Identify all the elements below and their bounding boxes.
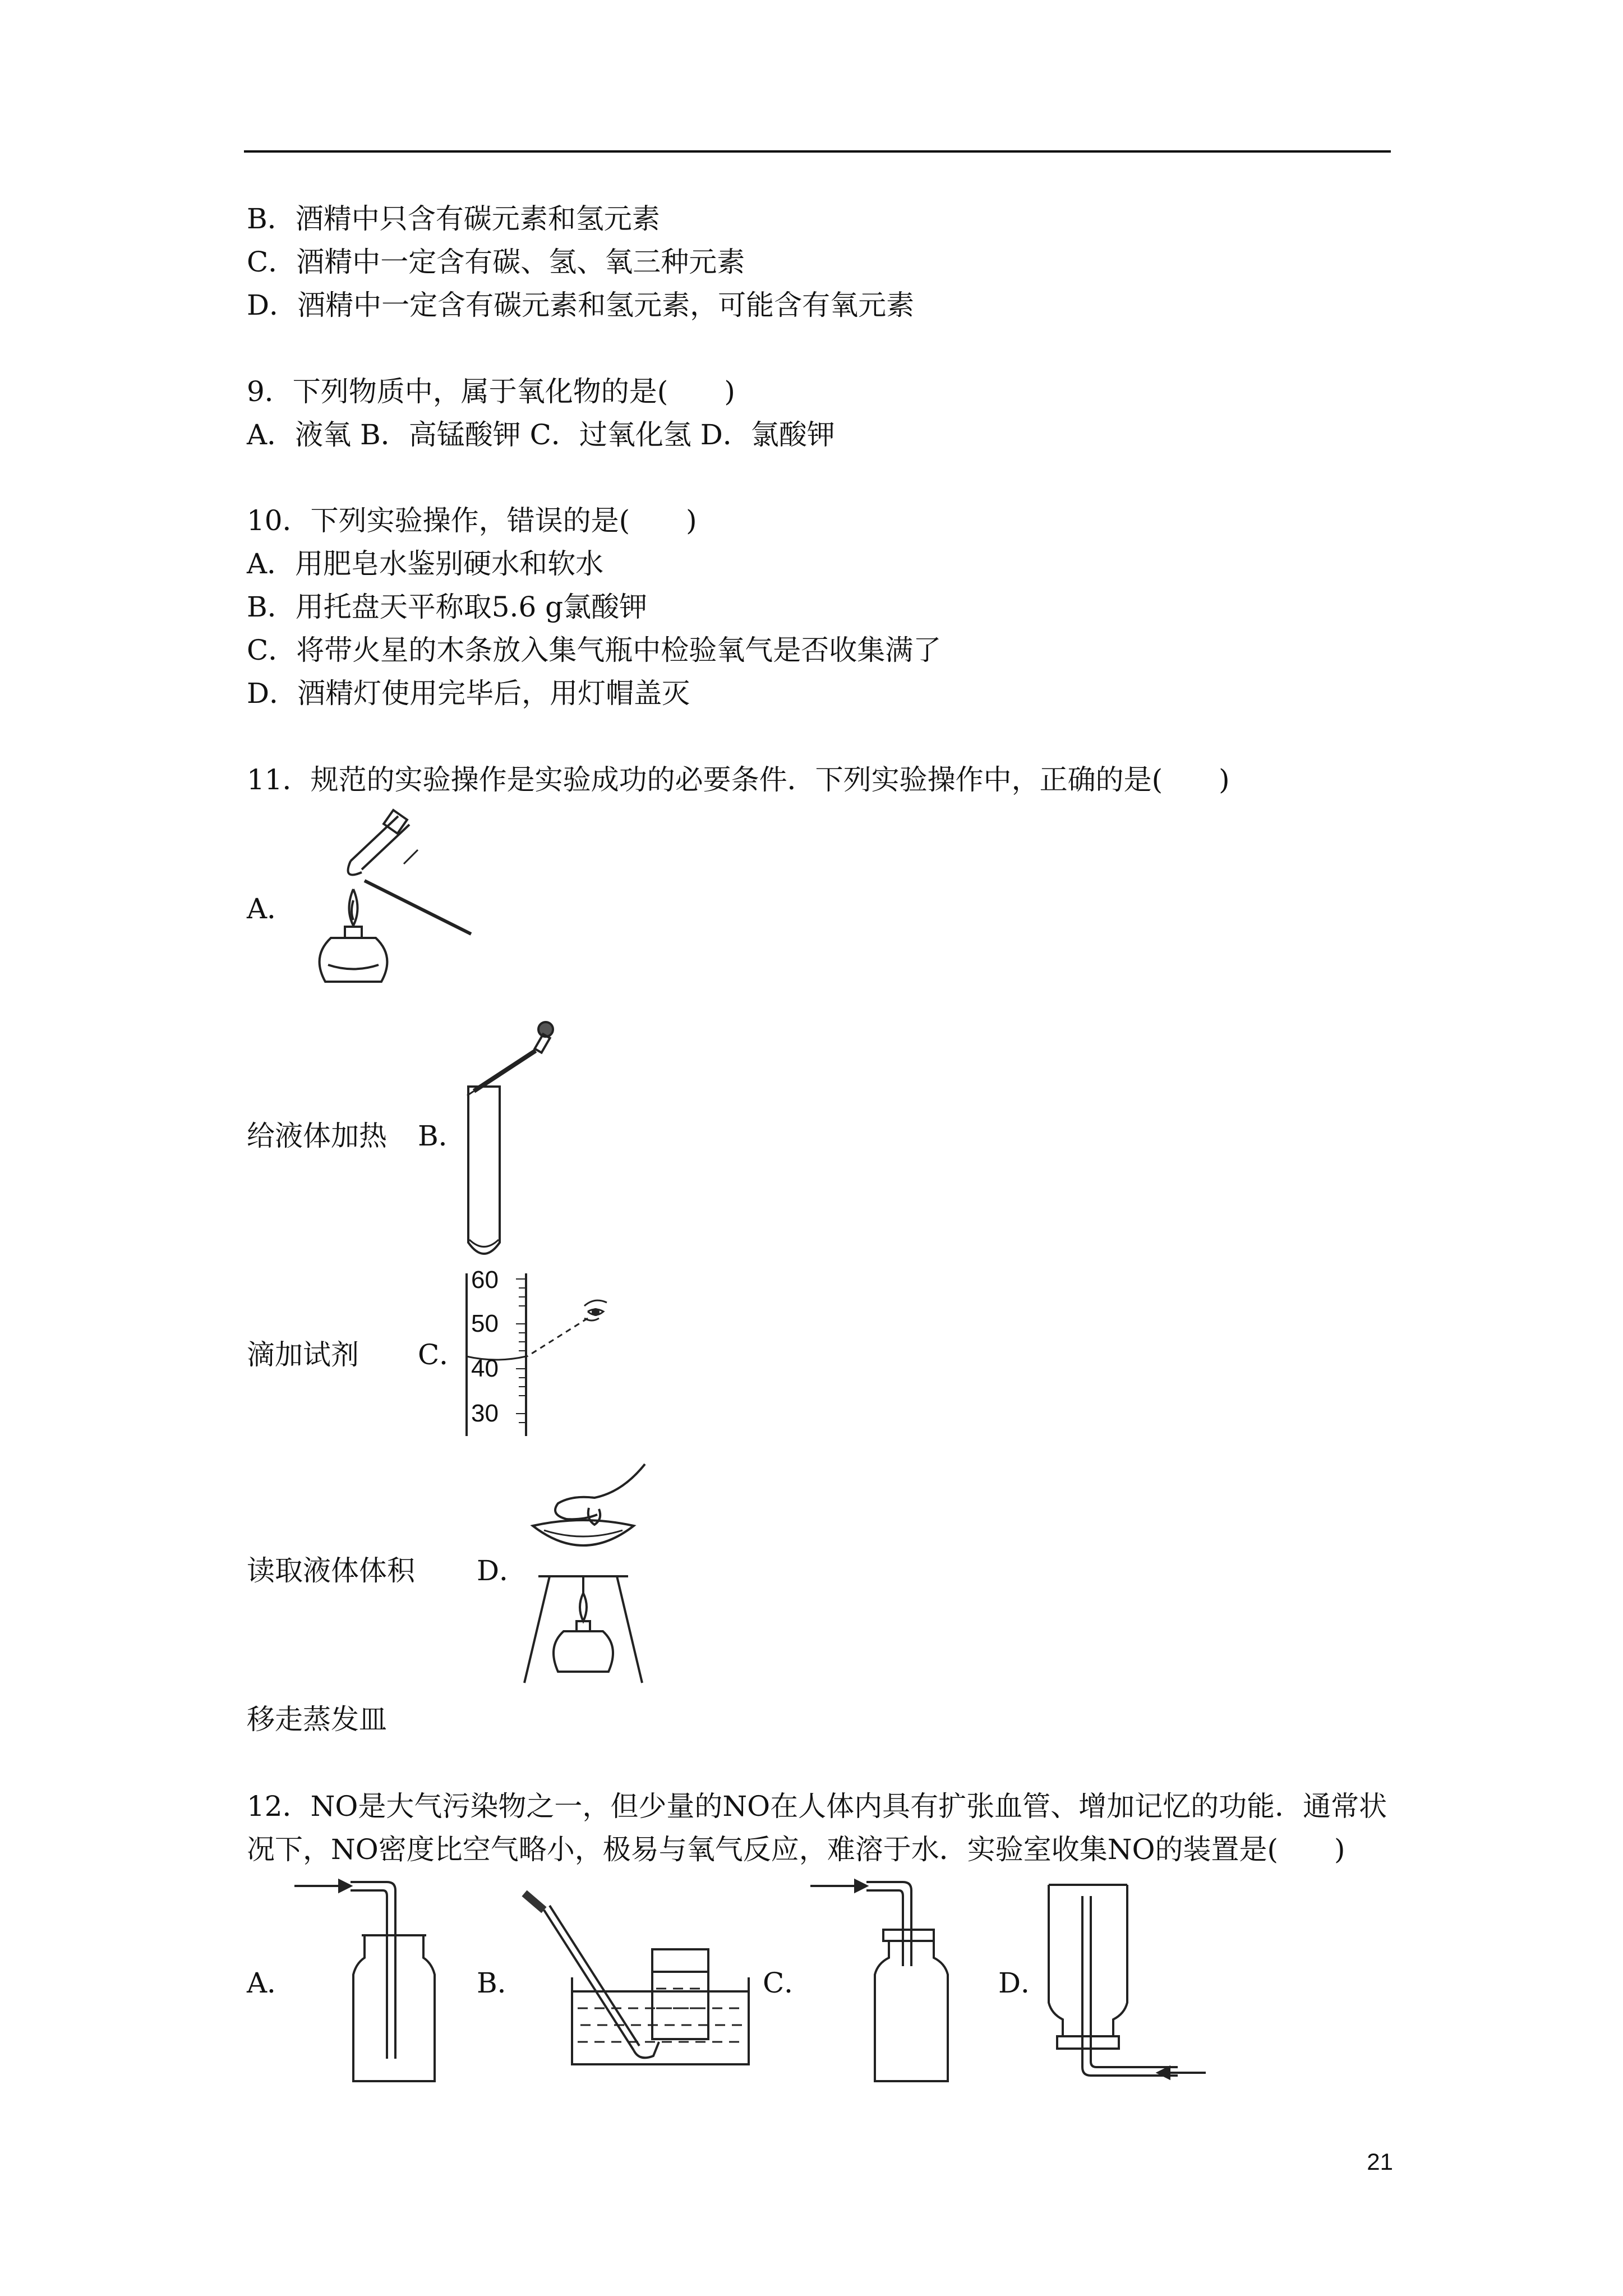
q12-stem-line1: 12．NO是大气污染物之一，但少量的NO在人体内具有扩张血管、增加记忆的功能．通常状 [247, 1790, 1387, 1823]
q11-fig-evaporating-dish [505, 1458, 662, 1694]
q9-stem: 9．下列物质中，属于氧化物的是( ) [247, 375, 735, 408]
q11-label-a: A． [247, 892, 296, 925]
q11-caption-a: 给液体加热 [247, 1120, 387, 1152]
q8-option-c: C．酒精中一定含有碳、氢、氧三种元素 [247, 246, 745, 278]
q10-stem: 10．下列实验操作，错误的是( ) [247, 504, 697, 537]
q10-option-b: B．用托盘天平称取5.6 g氯酸钾 [247, 591, 648, 623]
header-rule [244, 150, 1391, 153]
q11-label-b: B． [418, 1120, 467, 1152]
cylinder-tick-50: 50 [471, 1310, 499, 1337]
q12-fig-a-bottle-long-tube-in [294, 1874, 446, 2087]
cylinder-tick-60: 60 [471, 1266, 499, 1294]
q11-caption-b: 滴加试剂 [247, 1338, 359, 1371]
q12-label-b: B． [477, 1967, 525, 1999]
q10-option-d: D．酒精灯使用完毕后，用灯帽盖灭 [247, 677, 690, 710]
page-number: 21 [1367, 2148, 1393, 2175]
q10-option-a: A．用肥皂水鉴别硬水和软水 [247, 547, 604, 580]
q8-option-b: B．酒精中只含有碳元素和氢元素 [247, 203, 660, 235]
q12-label-a: A． [247, 1967, 296, 1999]
q11-fig-heating-liquid [297, 797, 482, 1004]
q12-fig-c-bottle-short-tube-in [810, 1874, 962, 2087]
cylinder-tick-40: 40 [471, 1355, 499, 1382]
q12-label-d: D． [998, 1967, 1049, 1999]
q12-fig-b-water-displacement [519, 1888, 754, 2073]
cylinder-tick-30: 30 [471, 1400, 499, 1427]
q11-label-d: D． [477, 1554, 528, 1587]
q12-fig-d-inverted-bottle-bottom-in [1038, 1879, 1206, 2092]
q11-stem: 11．规范的实验操作是实验成功的必要条件．下列实验操作中，正确的是( ) [247, 763, 1230, 796]
q12-label-c: C． [763, 1967, 813, 1999]
q11-fig-graduated-cylinder [460, 1262, 617, 1442]
q8-option-d: D．酒精中一定含有碳元素和氢元素，可能含有氧元素 [247, 289, 915, 321]
q9-options: A．液氧 B．高锰酸钾 C．过氧化氢 D．氯酸钾 [247, 418, 835, 451]
q11-caption-d: 移走蒸发皿 [247, 1703, 387, 1736]
q11-label-c: C． [418, 1338, 468, 1371]
q11-fig-dropper [457, 1018, 569, 1265]
q11-caption-c: 读取液体体积 [247, 1554, 415, 1587]
q12-stem-line2: 况下，NO密度比空气略小，极易与氧气反应，难溶于水．实验室收集NO的装置是( ) [247, 1833, 1345, 1866]
q10-option-c: C．将带火星的木条放入集气瓶中检验氧气是否收集满了 [247, 634, 942, 666]
